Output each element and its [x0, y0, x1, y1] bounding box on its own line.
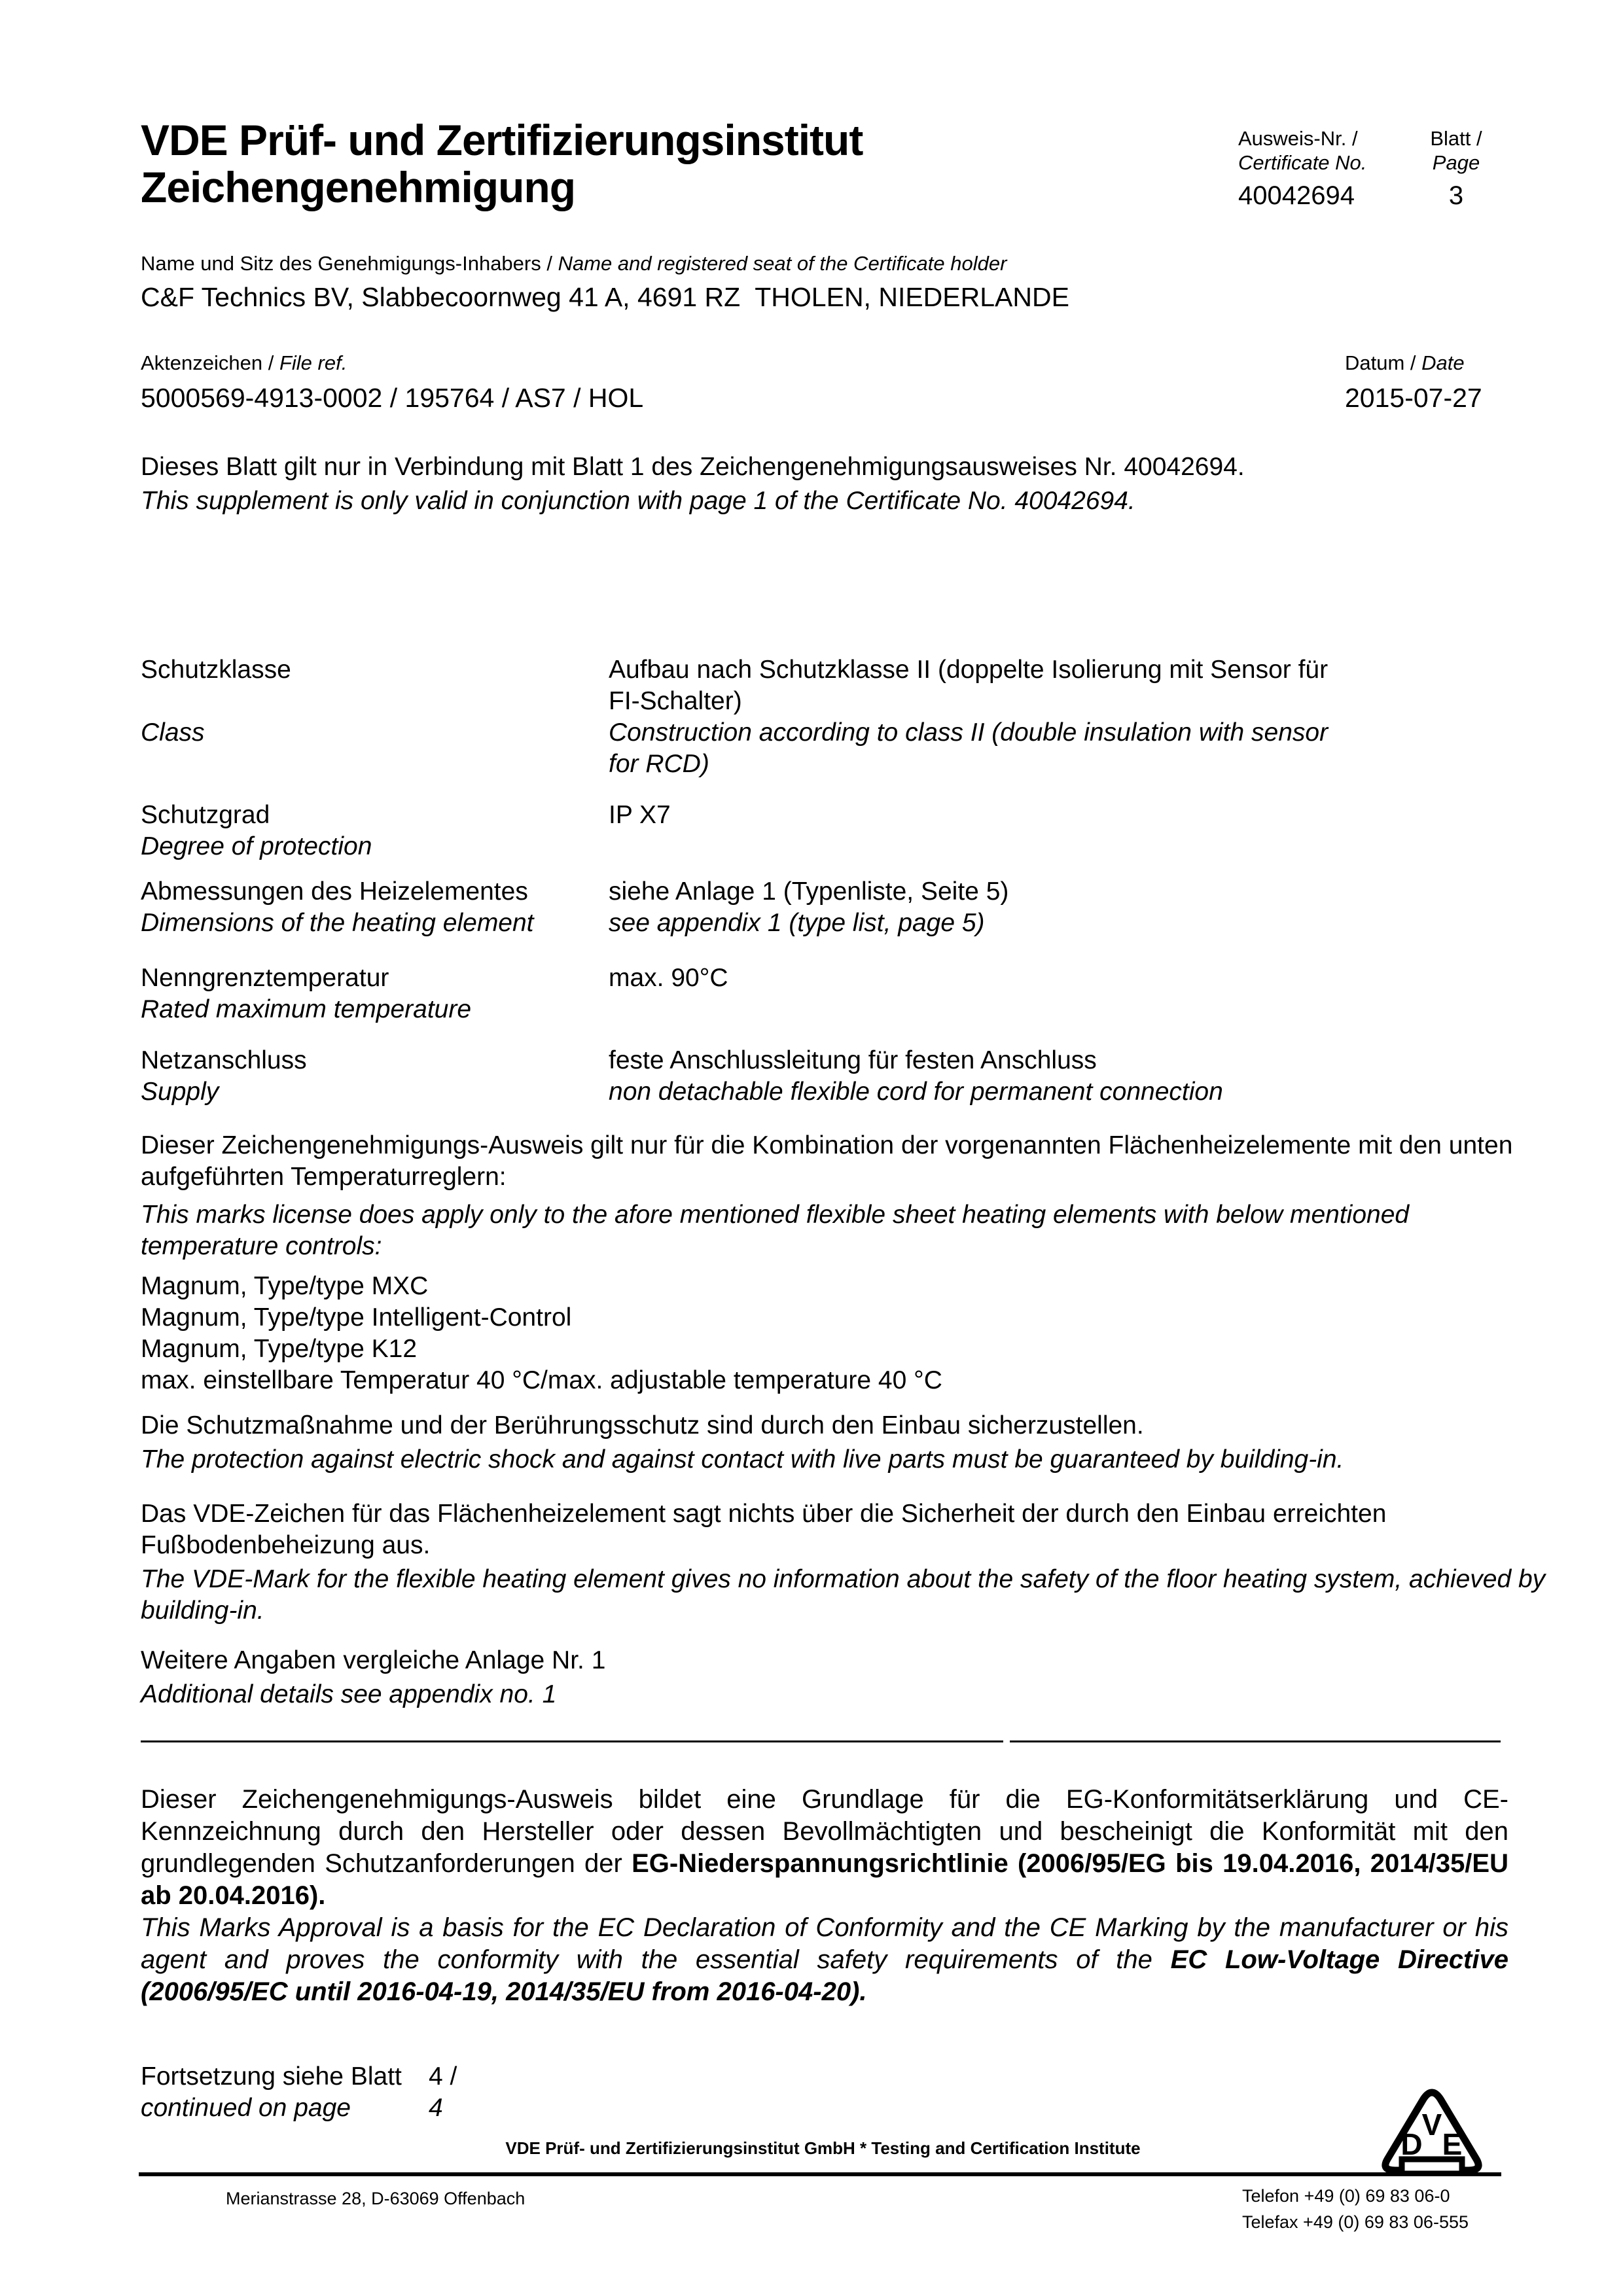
property-row — [141, 1076, 1508, 1108]
properties-table — [141, 654, 1508, 1108]
continuation-label-en: continued on page — [141, 2094, 351, 2122]
property-value-de: IP X7 — [609, 801, 671, 829]
date-value: 2015-07-27 — [1345, 383, 1482, 413]
property-value-en: for RCD) — [609, 750, 709, 778]
separator-segment — [1010, 1740, 1501, 1742]
holder-name: C&F Technics BV, Slabbecoornweg 41 A, 4691 RZ THOLEN, NIEDERLANDE — [141, 282, 1069, 312]
file-ref-value: 5000569-4913-0002 / 195764 / AS7 / HOL — [141, 383, 644, 413]
control-list-item: max. einstellbare Temperatur 40 °C/max. adjustable temperature 40 °C — [141, 1366, 942, 1394]
property-value-de: siehe Anlage 1 (Typenliste, Seite 5) — [609, 877, 1009, 906]
property-row — [141, 800, 1508, 831]
property-row — [141, 831, 1508, 862]
continuation-note — [141, 2061, 457, 2124]
ce-paragraph-en-directive: EC Low-Voltage Directive (2006/95/EC until 2016-04-19, 2014/35/EU from 2016-04-20). — [141, 1945, 1508, 2006]
document-title-line2: Zeichengenehmigung — [141, 163, 576, 211]
date-label-de: Datum / — [1345, 351, 1422, 374]
control-list-item: Magnum, Type/type MXC — [141, 1272, 429, 1300]
property-row — [141, 876, 1508, 908]
page-number-block — [1407, 126, 1505, 211]
vde-mark-note-de: Das VDE-Zeichen für das Flächenheizelement sagt nichts über die Sicherheit der durch den Einbau erreichten — [141, 1500, 1387, 1528]
temperature-controls-list — [141, 1271, 942, 1396]
appendix-note — [141, 1645, 605, 1710]
property-row — [141, 963, 1508, 994]
ce-paragraph-de-directive: EG-Niederspannungsrichtlinie (2006/95/EG bis 19.04.2016, 2014/35/EU ab 20.04.2016). — [141, 1849, 1508, 1910]
page-number-label-de: Blatt / — [1430, 127, 1482, 150]
file-ref-label-en: File ref. — [279, 351, 348, 374]
vde-logo-base — [1402, 2159, 1462, 2174]
continuation-page-de: 4 / — [429, 2062, 457, 2091]
property-label-de: Abmessungen des Heizelementes — [141, 877, 528, 906]
certificate-number-label-en: Certificate No. — [1238, 151, 1367, 174]
certificate-number-value: 40042694 — [1238, 181, 1355, 210]
property-label-de: Netzanschluss — [141, 1046, 307, 1074]
combination-note — [141, 1130, 1512, 1262]
certificate-number-block — [1238, 126, 1366, 211]
date-block — [1345, 351, 1482, 415]
property-value-de: feste Anschlussleitung für festen Anschluss — [609, 1046, 1097, 1074]
continuation-en — [141, 2093, 457, 2124]
separator-segment — [141, 1740, 1003, 1742]
property-value-de: Aufbau nach Schutzklasse II (doppelte Isolierung mit Sensor für — [609, 656, 1329, 684]
combination-note-de: Dieser Zeichengenehmigungs-Ausweis gilt nur für die Kombination der vorgenannten Flächenheizelemente mit den unten — [141, 1131, 1513, 1159]
property-label-en: Supply — [141, 1078, 219, 1106]
file-ref-label — [141, 351, 643, 376]
property-value-en: non detachable flexible cord for permanent connection — [609, 1078, 1223, 1106]
spacer-cell — [141, 686, 609, 717]
protection-note — [141, 1410, 1344, 1475]
ce-paragraph-de — [141, 1784, 1508, 1912]
property-label-de: Schutzgrad — [141, 801, 270, 829]
spacer-cell — [609, 994, 1508, 1025]
appendix-note-de: Weitere Angaben vergleiche Anlage Nr. 1 — [141, 1646, 606, 1674]
vde-mark-note-en: The VDE-Mark for the flexible heating element gives no information about the safety of the floor heating system, achieved by — [141, 1565, 1546, 1593]
vde-mark-note-en: building-in. — [141, 1597, 264, 1625]
property-row — [141, 994, 1508, 1025]
vde-mark-note — [141, 1498, 1545, 1627]
continuation-de — [141, 2061, 457, 2093]
protection-note-de: Die Schutzmaßnahme und der Berührungsschutz sind durch den Einbau sicherzustellen. — [141, 1411, 1144, 1439]
footer-phone: Telefon +49 (0) 69 83 06-0 — [1242, 2186, 1450, 2206]
property-row — [141, 654, 1508, 686]
page-number-value: 3 — [1448, 181, 1464, 210]
property-row — [141, 1045, 1508, 1076]
combination-note-de: aufgeführten Temperaturreglern: — [141, 1163, 507, 1191]
ce-paragraph-en — [141, 1912, 1508, 2008]
holder-label — [141, 251, 1069, 276]
vde-logo-letter-d: D — [1400, 2127, 1423, 2161]
page-number-label-en: Page — [1432, 151, 1480, 174]
spacer-cell — [141, 749, 609, 780]
footer-fax: Telefax +49 (0) 69 83 06-555 — [1242, 2212, 1469, 2232]
validity-note-en: This supplement is only valid in conjunction with page 1 of the Certificate No. 40042694. — [141, 487, 1135, 515]
continuation-label-de: Fortsetzung siehe Blatt — [141, 2062, 402, 2091]
property-row — [141, 686, 1508, 717]
combination-note-en: temperature controls: — [141, 1232, 382, 1260]
date-label — [1345, 351, 1482, 376]
property-value-de: max. 90°C — [609, 964, 728, 992]
property-row — [141, 717, 1508, 749]
property-row — [141, 749, 1508, 780]
vde-logo-letter-v: V — [1421, 2108, 1442, 2142]
property-value-en: see appendix 1 (type list, page 5) — [609, 909, 985, 937]
document-title — [141, 116, 863, 211]
control-list-item: Magnum, Type/type K12 — [141, 1335, 418, 1363]
holder-block — [141, 251, 1069, 314]
vde-triangle-logo — [1376, 2087, 1488, 2180]
ce-paragraph-de-text: Dieser Zeichengenehmigungs-Ausweis bildet eine Grundlage für die EG-Konformitätserklärung und CE-Kennzeichnung durch den Hersteller oder dessen Bevollmächtigten und bescheinigt die Konformität mit den grundlegenden Schutzanforderungen der — [141, 1785, 1508, 1878]
property-value-de: FI-Schalter) — [609, 687, 742, 715]
property-label-de: Schutzklasse — [141, 656, 291, 684]
combination-note-en: This marks license does apply only to the afore mentioned flexible sheet heating elements with below mentioned — [141, 1201, 1410, 1229]
protection-note-en: The protection against electric shock and against contact with live parts must be guaranteed by building-in. — [141, 1445, 1344, 1474]
control-list-item: Magnum, Type/type Intelligent-Control — [141, 1303, 572, 1332]
validity-note — [141, 450, 1245, 518]
property-label-en: Dimensions of the heating element — [141, 909, 534, 937]
appendix-note-en: Additional details see appendix no. 1 — [141, 1680, 557, 1708]
continuation-page-en: 4 — [429, 2094, 443, 2122]
file-ref-block — [141, 351, 643, 415]
footer-separator-line — [139, 2172, 1501, 2176]
vde-mark-note-de: Fußbodenbeheizung aus. — [141, 1531, 431, 1559]
footer-address: Merianstrasse 28, D-63069 Offenbach — [226, 2189, 526, 2208]
spacer-cell — [609, 831, 1508, 862]
property-label-en: Class — [141, 718, 205, 747]
property-label-en: Rated maximum temperature — [141, 995, 472, 1023]
document-title-line1: VDE Prüf- und Zertifizierungsinstitut — [141, 116, 863, 164]
property-row — [141, 908, 1508, 939]
holder-label-de: Name und Sitz des Genehmigungs-Inhabers / — [141, 252, 558, 275]
certificate-number-label-de: Ausweis-Nr. / — [1238, 127, 1358, 150]
vde-logo-letter-e: E — [1442, 2127, 1463, 2161]
separator-gap — [1003, 1740, 1010, 1742]
footer-institute-line: VDE Prüf- und Zertifizierungsinstitut GmbH * Testing and Certification Institute — [505, 2138, 1141, 2158]
footer-contact — [1242, 2183, 1469, 2235]
holder-label-en: Name and registered seat of the Certificate holder — [558, 252, 1007, 275]
date-label-en: Date — [1421, 351, 1465, 374]
file-ref-label-de: Aktenzeichen / — [141, 351, 279, 374]
property-value-en: Construction according to class II (double insulation with sensor — [609, 718, 1329, 747]
property-label-de: Nenngrenztemperatur — [141, 964, 389, 992]
ce-conformity-paragraph — [141, 1784, 1508, 2008]
validity-note-de: Dieses Blatt gilt nur in Verbindung mit Blatt 1 des Zeichengenehmigungsausweises Nr. 40042694. — [141, 453, 1245, 481]
ce-paragraph-en-text: This Marks Approval is a basis for the EC Declaration of Conformity and the CE Marking by the manufacturer or his agent and proves the conformity with the essential safety requirements of the — [141, 1913, 1508, 1974]
vde-logo-graphic — [1376, 2087, 1488, 2176]
separator-line-thin — [141, 1740, 1501, 1742]
property-label-en: Degree of protection — [141, 832, 372, 860]
